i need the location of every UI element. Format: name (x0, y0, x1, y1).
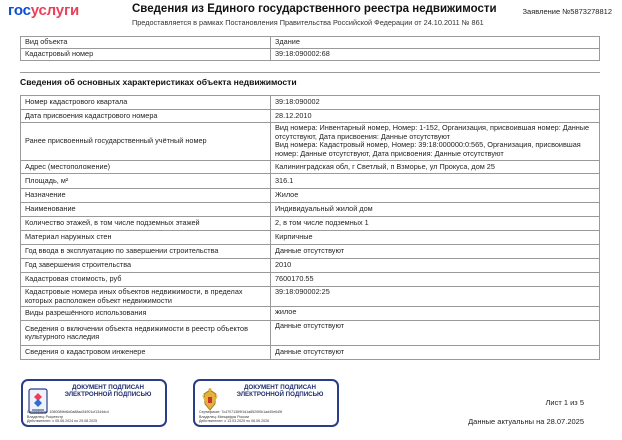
table-row (21, 161, 600, 174)
stamp-details (199, 410, 339, 424)
field-label: Сведения о кадастровом инженере (21, 346, 271, 360)
data-actual-date: Данные актуальны на 28.07.2025 (468, 417, 584, 426)
table-row (21, 346, 600, 360)
field-value: Кирпичные (271, 231, 600, 245)
table-row (21, 123, 600, 161)
stamp-heading: ДОКУМЕНТ ПОДПИСАН ЭЛЕКТРОННОЙ ПОДПИСЬЮ (64, 384, 152, 398)
signature-stamp-mintsifry (193, 379, 339, 427)
field-label: Количество этажей, в том числе подземных этажей (21, 217, 271, 231)
field-label: Площадь, м² (21, 174, 271, 189)
field-value: 39:18:090002:25 (271, 287, 600, 307)
signature-stamp-rosreestr (21, 379, 167, 427)
document-title: Сведения из Единого государственного реестра недвижимости (132, 3, 497, 15)
gosuslugi-logo[interactable] (8, 2, 79, 19)
statement-number: Заявление №5873278812 (522, 7, 612, 16)
table-row (21, 287, 600, 307)
field-value: 2010 (271, 259, 600, 273)
field-value: 316.1 (271, 174, 600, 189)
field-label: Номер кадастрового квартала (21, 96, 271, 110)
logo-part-gos: гос (8, 2, 31, 19)
field-label: Год ввода в эксплуатацию по завершении строительства (21, 245, 271, 259)
table-row (21, 321, 600, 346)
table-row (21, 174, 600, 189)
field-value: Данные отсутствуют (271, 321, 600, 346)
table-row (21, 49, 600, 61)
field-value: Здание (271, 37, 600, 49)
stamp-validity: Действителен: с 13.03.2025 по 06.06.2026 (199, 419, 270, 424)
document-header (0, 0, 622, 30)
field-value: 28.12.2010 (271, 110, 600, 123)
field-label: Дата присвоения кадастрового номера (21, 110, 271, 123)
table-row (21, 189, 600, 203)
table-row (21, 110, 600, 123)
field-value: Данные отсутствуют (271, 245, 600, 259)
field-value: 39:18:090002:68 (271, 49, 600, 61)
field-value: Индивидуальный жилой дом (271, 203, 600, 217)
field-label: Кадастровая стоимость, руб (21, 273, 271, 287)
field-value: жилое (271, 307, 600, 321)
document-subtitle: Предоставляется в рамках Постановления Правительства Российской Федерации от 24.10.2011 № 861 (132, 18, 484, 27)
stamp-certificate: Сертификат: 7c47071369f1d1a8520f0b1ad40e645f (199, 410, 283, 414)
field-value: Жилое (271, 189, 600, 203)
stamp-owner: Владелец: Минцифры России (199, 414, 250, 419)
stamp-certificate: Сертификат: 1080089fd6d0a88ad34901cf1344dc4 (27, 410, 109, 414)
page-counter: Лист 1 из 5 (545, 398, 584, 407)
stamp-validity: Действителен: с 05.06.2024 по 29.08.2025 (27, 419, 98, 424)
table-row (21, 259, 600, 273)
field-label: Год завершения строительства (21, 259, 271, 273)
table-row (21, 307, 600, 321)
field-value: 2, в том числе подземных 1 (271, 217, 600, 231)
field-label: Адрес (местоположение) (21, 161, 271, 174)
section-heading: Сведения об основных характеристиках объекта недвижимости (20, 72, 600, 90)
stamp-heading: ДОКУМЕНТ ПОДПИСАН ЭЛЕКТРОННОЙ ПОДПИСЬЮ (236, 384, 324, 398)
field-label: Вид объекта (21, 37, 271, 49)
table-row (21, 203, 600, 217)
field-value: 7600170.55 (271, 273, 600, 287)
object-identity-table (20, 36, 600, 61)
field-value: Данные отсутствуют (271, 346, 600, 360)
table-row (21, 96, 600, 110)
table-row (21, 245, 600, 259)
stamp-details (27, 410, 167, 424)
characteristics-table (20, 95, 600, 360)
field-label: Кадастровый номер (21, 49, 271, 61)
table-row (21, 217, 600, 231)
field-label: Ранее присвоенный государственный учётный номер (21, 123, 271, 161)
field-value: 39:18:090002 (271, 96, 600, 110)
table-row (21, 231, 600, 245)
field-label: Кадастровые номера иных объектов недвижимости, в пределах которых расположен объект недвижимости (21, 287, 271, 307)
field-label: Наименование (21, 203, 271, 217)
logo-part-uslugi: услуги (30, 2, 80, 19)
field-value: Калининградская обл, г Светлый, п Взморье, ул Прокуса, дом 25 (271, 161, 600, 174)
field-value: Вид номера: Инвентарный номер, Номер: 1-152, Организация, присвоившая номер: Данные отсутствуют, Дата присвоения: Данные отсутствуют Вид номера: Кадастровый номер, Номер: 39:18:000000:0:565, Организация, присвоившая номер: Данные отсутствуют, Дата присвоения: Данные отсутствуют (271, 123, 600, 161)
field-label: Материал наружных стен (21, 231, 271, 245)
table-row (21, 37, 600, 49)
field-label: Виды разрешённого использования (21, 307, 271, 321)
field-label: Назначение (21, 189, 271, 203)
table-row (21, 273, 600, 287)
field-label: Сведения о включении объекта недвижимости в реестр объектов культурного наследия (21, 321, 271, 346)
stamp-owner: Владелец: Росреестр (27, 414, 64, 419)
